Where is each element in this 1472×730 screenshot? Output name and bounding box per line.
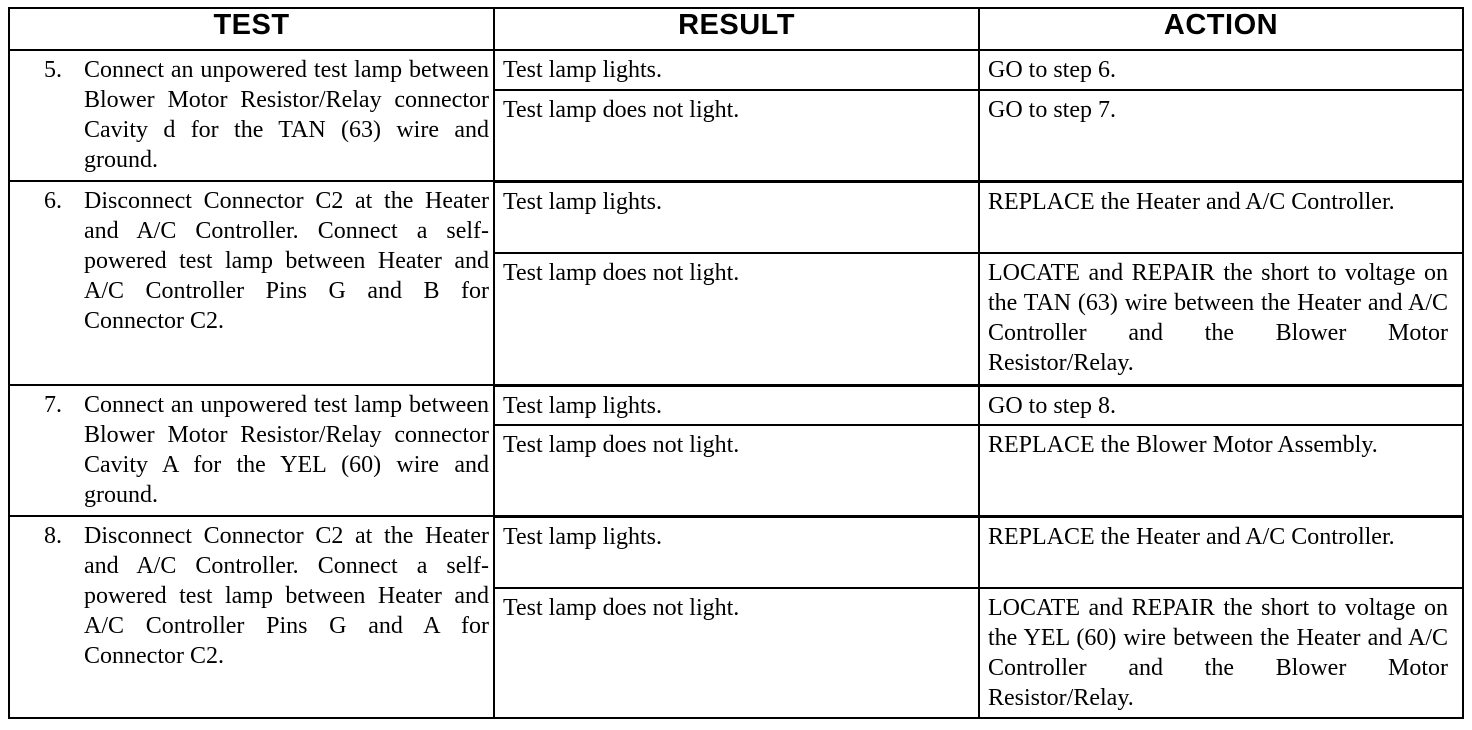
action-text: GO to step 8. [988, 392, 1116, 419]
result-text: Test lamp does not light. [503, 595, 740, 621]
action-text: REPLACE the Blower Motor Assembly. [988, 432, 1378, 458]
test-text: Disconnect Connector C2 at the Heater and A/C Controller. Connect a self-powered test lamp between Heater and A/C Controller Pins G and A for Connector C2. [84, 523, 489, 669]
result-cell [494, 425, 979, 516]
action-cell [979, 253, 1463, 385]
header-action: ACTION [979, 8, 1463, 50]
result-cell [494, 90, 979, 181]
table-row [9, 181, 1463, 253]
header-result: RESULT [494, 8, 979, 50]
step-number: 5. [44, 57, 62, 83]
test-text: Connect an unpowered test lamp between Blower Motor Resistor/Relay connector Cavity A for the YEL (60) wire and ground. [84, 392, 489, 508]
diagnostic-table [8, 7, 1464, 719]
test-text: Disconnect Connector C2 at the Heater and A/C Controller. Connect a self-powered test lamp between Heater and A/C Controller Pins G and B for Connector C2. [84, 188, 489, 334]
step-number: 8. [44, 523, 62, 549]
action-cell [979, 90, 1463, 181]
result-cell [494, 385, 979, 425]
result-text: Test lamp lights. [503, 57, 662, 83]
action-text: REPLACE the Heater and A/C Controller. [988, 188, 1395, 215]
result-cell [494, 181, 979, 253]
test-cell-step-7 [9, 385, 494, 516]
result-text: Test lamp lights. [503, 392, 662, 419]
header-test: TEST [9, 8, 494, 50]
result-text: Test lamp lights. [503, 523, 662, 550]
header-row [9, 8, 1463, 50]
result-cell [494, 50, 979, 90]
result-cell [494, 588, 979, 718]
table-row [9, 385, 1463, 425]
result-cell [494, 253, 979, 385]
action-cell [979, 50, 1463, 90]
action-cell [979, 385, 1463, 425]
test-cell-step-8 [9, 516, 494, 718]
test-cell-step-5 [9, 50, 494, 181]
action-cell [979, 425, 1463, 516]
result-text: Test lamp does not light. [503, 432, 740, 458]
action-cell [979, 588, 1463, 718]
action-text: LOCATE and REPAIR the short to voltage on the TAN (63) wire between the Heater and A/C Controller and the Blower Motor Resistor/Relay. [988, 260, 1448, 376]
result-text: Test lamp lights. [503, 188, 662, 215]
action-text: LOCATE and REPAIR the short to voltage on the YEL (60) wire between the Heater and A/C Controller and the Blower Motor Resistor/Relay. [988, 595, 1448, 711]
result-text: Test lamp does not light. [503, 97, 740, 123]
action-text: GO to step 7. [988, 97, 1116, 123]
action-text: GO to step 6. [988, 57, 1116, 83]
test-text: Connect an unpowered test lamp between Blower Motor Resistor/Relay connector Cavity d for the TAN (63) wire and ground. [84, 57, 489, 173]
table-row [9, 50, 1463, 90]
table-row [9, 516, 1463, 588]
step-number: 6. [44, 188, 62, 214]
test-cell-step-6 [9, 181, 494, 385]
action-cell [979, 516, 1463, 588]
action-cell [979, 181, 1463, 253]
result-text: Test lamp does not light. [503, 260, 740, 286]
action-text: REPLACE the Heater and A/C Controller. [988, 523, 1395, 550]
result-cell [494, 516, 979, 588]
step-number: 7. [44, 392, 62, 418]
